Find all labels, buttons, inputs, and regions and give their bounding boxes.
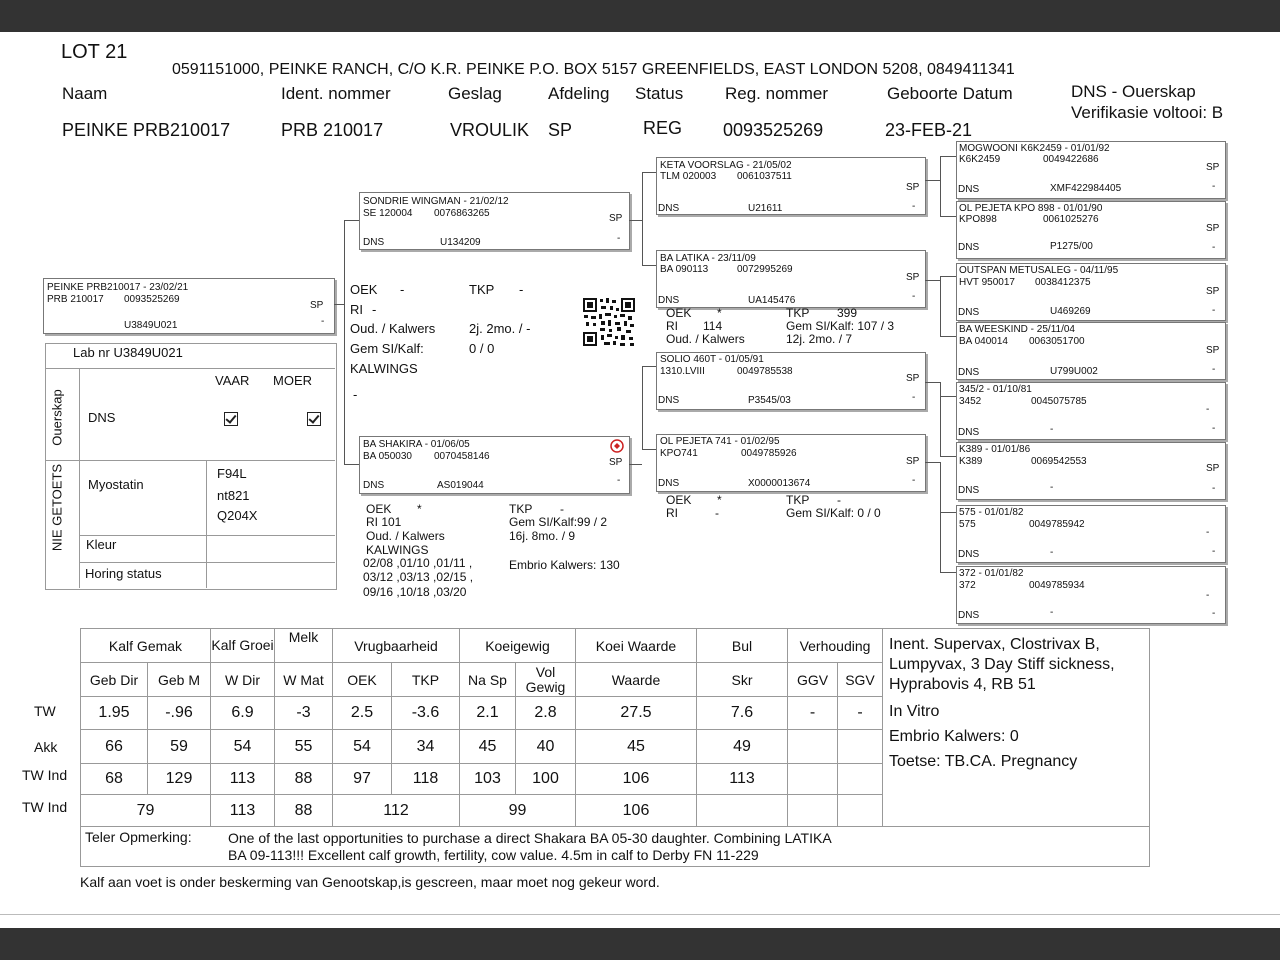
teler-line-2: BA 09-113!!! Excellent calf growth, fertility, cow value. 4.5m in calf to Derby FN 11-229: [228, 847, 759, 863]
ouerskap-vertical-label: Ouerskap: [49, 389, 65, 446]
gp-reg: 0072995269: [737, 264, 793, 275]
pejeta-tkp-value: -: [837, 493, 841, 507]
dam-dash: -: [617, 475, 621, 486]
dam-code: AS019044: [437, 480, 484, 491]
gp-dash: -: [912, 291, 916, 302]
tw-cell: -3.6: [392, 697, 460, 730]
dam-box: [359, 436, 630, 494]
ggp-code: -: [1050, 547, 1054, 558]
ggp-title: K389 - 01/01/86: [959, 444, 1031, 455]
label-verifikasie: Verifikasie voltooi: B: [1071, 103, 1224, 122]
gp-dns: DNS: [658, 478, 680, 489]
dam-sp: SP: [609, 457, 623, 468]
animal-title: PEINKE PRB210017 - 23/02/21: [47, 282, 189, 293]
twind2-cell: 99: [460, 795, 576, 827]
animal-tkp-value: -: [519, 282, 524, 297]
tw-cell: 2.1: [460, 697, 516, 730]
page-bottom-rule: [0, 914, 1280, 915]
ggp-code: -: [1050, 424, 1054, 435]
great-grandparent-box: [956, 382, 1226, 440]
ggp-dash: -: [1212, 608, 1216, 619]
ggp-code: U469269: [1050, 306, 1091, 317]
ggp-title: OUTSPAN METUSALEG - 04/11/95: [959, 265, 1119, 276]
gp-code: UA145476: [748, 295, 796, 306]
akk-cell: 66: [81, 730, 148, 764]
great-grandparent-box: [956, 141, 1226, 199]
great-grandparent-box: [956, 505, 1226, 563]
akk-cell: [838, 730, 883, 764]
animal-box: [43, 278, 335, 334]
twind-cell: [788, 764, 838, 795]
row-label-twind-2: TW Ind: [22, 799, 68, 815]
ggp-title: BA WEESKIND - 25/11/04: [959, 324, 1075, 335]
dam-kalwing-line-3: 09/16 ,10/18 ,03/20: [363, 585, 467, 599]
akk-cell: 45: [576, 730, 697, 764]
value-status: REG: [643, 118, 683, 138]
label-geboorte: Geboorte Datum: [887, 84, 1013, 103]
ggp-dns: DNS: [958, 307, 980, 318]
label-dns-ouerskap: DNS - Ouerskap: [1071, 82, 1196, 101]
animal-ri-value: -: [372, 302, 377, 317]
tw-cell: -: [838, 697, 883, 730]
ggp-id: K389: [959, 456, 983, 467]
sub-header: Skr: [697, 663, 788, 697]
myostatin-value-3: Q204X: [217, 508, 258, 523]
ggp-sp: SP: [1206, 463, 1220, 474]
label-ident: Ident. nommer: [281, 84, 391, 103]
pejeta-oek-value: *: [717, 493, 722, 507]
gp-sp: SP: [906, 373, 920, 384]
tw-cell: 2.5: [333, 697, 392, 730]
lab-dns-label: DNS: [88, 410, 116, 425]
moer-dns-checkbox: [307, 412, 321, 426]
ggp-reg: 0063051700: [1029, 336, 1085, 347]
row-label-twind: TW Ind: [22, 767, 68, 783]
label-reg: Reg. nommer: [725, 84, 828, 103]
ggp-dns: DNS: [958, 485, 980, 496]
gp-reg: 0049785926: [741, 448, 797, 459]
gp-dns: DNS: [658, 295, 680, 306]
latika-ri: RI: [666, 319, 678, 333]
ggp-title: 345/2 - 01/10/81: [959, 384, 1032, 395]
dam-oek-value: *: [417, 502, 422, 516]
ggp-reg: 0049422686: [1043, 154, 1099, 165]
ggp-reg: 0069542553: [1031, 456, 1087, 467]
pejeta-ri-value: -: [715, 506, 719, 520]
pejeta-oek: OEK: [666, 493, 692, 507]
label-geslag: Geslag: [448, 84, 502, 103]
animal-kalwings-value: -: [353, 387, 358, 402]
sub-header: Geb M: [148, 663, 211, 697]
vaar-dns-checkbox: [224, 412, 238, 426]
ggp-id: BA 040014: [959, 336, 1008, 347]
gp-code: P3545/03: [748, 395, 791, 406]
row-label-tw: TW: [34, 703, 56, 719]
teler-label: Teler Opmerking:: [85, 829, 192, 845]
animal-sp: SP: [310, 300, 324, 311]
top-bar: [0, 0, 1280, 32]
akk-cell: 55: [275, 730, 333, 764]
gp-sp: SP: [906, 456, 920, 467]
dam-oek: OEK: [366, 502, 392, 516]
tw-cell: 27.5: [576, 697, 697, 730]
label-naam: Naam: [62, 84, 108, 103]
animal-kalwings: KALWINGS: [350, 361, 418, 376]
ggp-dash: -: [1212, 364, 1216, 375]
vaar-label: VAAR: [215, 373, 250, 388]
tw-cell: 2.8: [516, 697, 576, 730]
ggp-id: 3452: [959, 396, 982, 407]
ggp-id: K6K2459: [959, 154, 1001, 165]
dam-id: BA 050030: [363, 451, 412, 462]
animal-dash: -: [321, 316, 325, 327]
ggp-code: U799U002: [1050, 366, 1098, 377]
gp-dns: DNS: [658, 203, 680, 214]
ggp-dash: -: [1212, 305, 1216, 316]
dam-reg: 0070458146: [434, 451, 490, 462]
ggp-dns: DNS: [958, 610, 980, 621]
animal-gem: Gem SI/Kalf:: [350, 341, 424, 356]
ggp-sp: SP: [1206, 345, 1220, 356]
sub-header: TKP: [392, 663, 460, 697]
pejeta-gem: Gem SI/Kalf: 0 / 0: [786, 506, 881, 520]
dam-embrio: Embrio Kalwers: 130: [509, 558, 620, 572]
gp-dns: DNS: [658, 395, 680, 406]
ggp-id: 372: [959, 580, 976, 591]
ggp-sp: SP: [1206, 223, 1220, 234]
toetse-text: Toetse: TB.CA. Pregnancy: [889, 753, 1078, 770]
value-geslag: VROULIK: [450, 120, 530, 140]
sire-reg: 0076863265: [434, 208, 490, 219]
qr-code: [582, 297, 636, 347]
lot-number: LOT 21: [61, 41, 128, 63]
embrio-text: Embrio Kalwers: 0: [889, 728, 1019, 745]
gp-reg: 0061037511: [737, 171, 792, 182]
gp-id: TLM 020003: [660, 171, 717, 182]
ggp-dns: DNS: [958, 427, 980, 438]
group-melk: Melk: [275, 629, 333, 663]
label-status: Status: [635, 84, 684, 103]
twind-cell: 100: [516, 764, 576, 795]
value-ident: PRB 210017: [281, 120, 384, 140]
great-grandparent-box: [956, 263, 1226, 321]
gp-code: X0000013674: [748, 478, 811, 489]
ggp-sp: -: [1206, 404, 1210, 415]
ggp-title: 575 - 01/01/82: [959, 507, 1024, 518]
ggp-title: MOGWOONI K6K2459 - 01/01/92: [959, 143, 1110, 154]
gp-dash: -: [912, 201, 916, 212]
animal-tkp: TKP: [469, 282, 495, 297]
ggp-reg: 0049785934: [1029, 580, 1085, 591]
pejeta-tkp: TKP: [786, 493, 810, 507]
grandparent-box: [656, 157, 926, 215]
latika-oud: Oud. / Kalwers: [666, 332, 745, 346]
breeder-line: 0591151000, PEINKE RANCH, C/O K.R. PEINKE P.O. BOX 5157 GREENFIELDS, EAST LONDON 5208, 0849411341: [172, 61, 1015, 78]
value-reg: 0093525269: [723, 120, 824, 140]
great-grandparent-box: [956, 442, 1226, 500]
twind-cell: 118: [392, 764, 460, 795]
ggp-sp: -: [1206, 527, 1210, 538]
moer-label: MOER: [273, 373, 312, 388]
myostatin-value-1: F94L: [217, 466, 247, 481]
gp-title: OL PEJETA 741 - 01/02/95: [660, 436, 780, 447]
ggp-reg: 0045075785: [1031, 396, 1087, 407]
horing-status-label: Horing status: [85, 566, 162, 581]
ggp-dns: DNS: [958, 184, 980, 195]
sub-header: Geb Dir: [81, 663, 148, 697]
sire-code: U134209: [440, 237, 481, 248]
latika-oud-value: 12j. 2mo. / 7: [786, 332, 853, 346]
nie-getoets-vertical-label: NIE GETOETS: [49, 463, 65, 552]
twind-cell: 97: [333, 764, 392, 795]
ggp-title: OL PEJETA KPO 898 - 01/01/90: [959, 203, 1103, 214]
group-kalf-groei: Kalf Groei: [211, 629, 275, 663]
bottom-bar: [0, 928, 1280, 960]
performance-table: [80, 628, 1150, 867]
ggp-reg: 0038412375: [1035, 277, 1091, 288]
dam-oud: Oud. / Kalwers: [366, 529, 445, 543]
group-kalf-gemak: Kalf Gemak: [81, 629, 211, 663]
great-grandparent-box: [956, 566, 1226, 624]
gp-reg: 0049785538: [737, 366, 793, 377]
gp-id: BA 090113: [660, 264, 709, 275]
latika-oek-value: *: [717, 306, 722, 320]
tw-cell: 7.6: [697, 697, 788, 730]
ggp-code: XMF422984405: [1050, 183, 1122, 194]
gp-title: BA LATIKA - 23/11/09: [660, 253, 756, 264]
group-verhouding: Verhouding: [788, 629, 883, 663]
grandparent-box: [656, 352, 926, 410]
dam-oud-value: 16j. 8mo. / 9: [509, 529, 576, 543]
akk-cell: 54: [211, 730, 275, 764]
sire-dns: DNS: [363, 237, 385, 248]
lab-nr: Lab nr U3849U021: [73, 345, 183, 360]
animal-id: PRB 210017: [47, 294, 104, 305]
myostatin-label: Myostatin: [88, 477, 144, 492]
footer-note: Kalf aan voet is onder beskerming van Genootskap,is gescreen, maar moet nog gekeur word.: [80, 874, 660, 890]
gp-sp: SP: [906, 182, 920, 193]
ggp-code: P1275/00: [1050, 241, 1093, 252]
twind2-cell: 106: [576, 795, 697, 827]
gp-id: KPO741: [660, 448, 698, 459]
dam-kalwing-line-1: 02/08 ,01/10 ,01/11 ,: [363, 556, 473, 570]
tw-cell: 6.9: [211, 697, 275, 730]
dam-title: BA SHAKIRA - 01/06/05: [363, 439, 470, 450]
grandparent-box: [656, 434, 926, 492]
row-label-akk: Akk: [34, 739, 58, 755]
twind2-cell: 112: [333, 795, 460, 827]
ggp-dash: -: [1212, 242, 1216, 253]
ggp-sp: SP: [1206, 286, 1220, 297]
twind2-cell: [838, 795, 883, 827]
latika-ri-value: 114: [703, 319, 723, 333]
twind-cell: 88: [275, 764, 333, 795]
twind2-cell: [788, 795, 838, 827]
twind-cell: [838, 764, 883, 795]
great-grandparent-box: [956, 322, 1226, 380]
in-vitro-text: In Vitro: [889, 703, 940, 720]
sub-header: Waarde: [576, 663, 697, 697]
akk-cell: 45: [460, 730, 516, 764]
akk-cell: 40: [516, 730, 576, 764]
ggp-id: 575: [959, 519, 976, 530]
sub-header: W Mat: [275, 663, 333, 697]
group-bul: Bul: [697, 629, 788, 663]
side-notes: [883, 629, 1150, 827]
ggp-code: -: [1050, 607, 1054, 618]
sub-header: GGV: [788, 663, 838, 697]
value-afdeling: SP: [548, 120, 573, 140]
sire-title: SONDRIE WINGMAN - 21/02/12: [363, 196, 509, 207]
sire-sp: SP: [609, 213, 623, 224]
dam-kalwing-line-2: 03/12 ,03/13 ,02/15 ,: [363, 570, 474, 584]
ggp-id: HVT 950017: [959, 277, 1015, 288]
dam-ri: RI 101: [366, 515, 402, 529]
animal-reg: 0093525269: [124, 294, 180, 305]
animal-oud-value: 2j. 2mo. / -: [469, 321, 531, 336]
group-vrugbaarheid: Vrugbaarheid: [333, 629, 460, 663]
tw-cell: -: [788, 697, 838, 730]
akk-cell: 34: [392, 730, 460, 764]
gp-title: KETA VOORSLAG - 21/05/02: [660, 160, 792, 171]
gp-sp: SP: [906, 272, 920, 283]
teler-opmerking-cell: [81, 827, 1150, 867]
ggp-sp: -: [1206, 590, 1210, 601]
ggp-dash: -: [1212, 546, 1216, 557]
animal-code: U3849U021: [124, 320, 178, 331]
latika-tkp: TKP: [786, 306, 810, 320]
ggp-dash: -: [1212, 483, 1216, 494]
twind-cell: 113: [697, 764, 788, 795]
twind2-cell: 88: [275, 795, 333, 827]
twind-cell: 106: [576, 764, 697, 795]
animal-oud: Oud. / Kalwers: [350, 321, 436, 336]
dam-award-icon: [610, 439, 624, 453]
ggp-dns: DNS: [958, 367, 980, 378]
dam-tkp-value: -: [560, 502, 564, 516]
myostatin-value-2: nt821: [217, 488, 250, 503]
gp-dash: -: [912, 475, 916, 486]
ggp-dns: DNS: [958, 242, 980, 253]
ggp-reg: 0049785942: [1029, 519, 1085, 530]
dam-kalwings: KALWINGS: [366, 543, 429, 557]
ggp-dns: DNS: [958, 549, 980, 560]
label-afdeling: Afdeling: [548, 84, 610, 103]
animal-oek: OEK: [350, 282, 378, 297]
akk-cell: 59: [148, 730, 211, 764]
latika-oek: OEK: [666, 306, 692, 320]
dam-tkp: TKP: [509, 502, 533, 516]
sub-header: Na Sp: [460, 663, 516, 697]
gp-dash: -: [912, 392, 916, 403]
sire-id: SE 120004: [363, 208, 413, 219]
ggp-reg: 0061025276: [1043, 214, 1099, 225]
sub-header: Vol Gewig: [516, 663, 576, 697]
animal-ri: RI: [350, 302, 363, 317]
akk-cell: 49: [697, 730, 788, 764]
dam-gem: Gem SI/Kalf:99 / 2: [509, 515, 608, 529]
sub-header: OEK: [333, 663, 392, 697]
ggp-dash: -: [1212, 423, 1216, 434]
sub-header: SGV: [838, 663, 883, 697]
inent-text: Inent. Supervax, Clostrivax B, Lumpyvax, 3 Day Stiff sickness, Hyprabovis 4, RB 51: [889, 636, 1115, 693]
sub-header: W Dir: [211, 663, 275, 697]
animal-gem-value: 0 / 0: [469, 341, 495, 356]
group-koei-waarde: Koei Waarde: [576, 629, 697, 663]
ggp-title: 372 - 01/01/82: [959, 568, 1024, 579]
ggp-sp: SP: [1206, 162, 1220, 173]
twind2-cell: [697, 795, 788, 827]
dam-dns: DNS: [363, 480, 385, 491]
ggp-id: KPO898: [959, 214, 997, 225]
ggp-dash: -: [1212, 181, 1216, 192]
value-geboorte: 23-FEB-21: [885, 120, 973, 140]
latika-gem: Gem SI/Kalf: 107 / 3: [786, 319, 895, 333]
sire-dash: -: [617, 233, 621, 244]
twind-cell: 129: [148, 764, 211, 795]
group-koeigewig: Koeigewig: [460, 629, 576, 663]
tw-cell: 1.95: [81, 697, 148, 730]
gp-id: 1310.LVIII: [660, 366, 705, 377]
value-naam: PEINKE PRB210017: [62, 120, 231, 140]
pejeta-ri: RI: [666, 506, 678, 520]
great-grandparent-box: [956, 201, 1226, 259]
grandparent-box: [656, 250, 926, 308]
teler-line-1: One of the last opportunities to purchase a direct Shakara BA 05-30 daughter. Combining LATIKA: [228, 830, 832, 846]
tw-cell: -3: [275, 697, 333, 730]
twind-cell: 68: [81, 764, 148, 795]
latika-tkp-value: 399: [837, 306, 858, 320]
sire-box: [359, 192, 630, 250]
gp-title: SOLIO 460T - 01/05/91: [660, 354, 764, 365]
gp-code: U21611: [748, 203, 783, 214]
tw-cell: -.96: [148, 697, 211, 730]
akk-cell: [788, 730, 838, 764]
akk-cell: 54: [333, 730, 392, 764]
twind-cell: 113: [211, 764, 275, 795]
animal-oek-value: -: [400, 282, 405, 297]
twind2-cell: 113: [211, 795, 275, 827]
twind-cell: 103: [460, 764, 516, 795]
ggp-code: -: [1050, 482, 1054, 493]
kleur-label: Kleur: [86, 537, 117, 552]
twind2-cell: 79: [81, 795, 211, 827]
